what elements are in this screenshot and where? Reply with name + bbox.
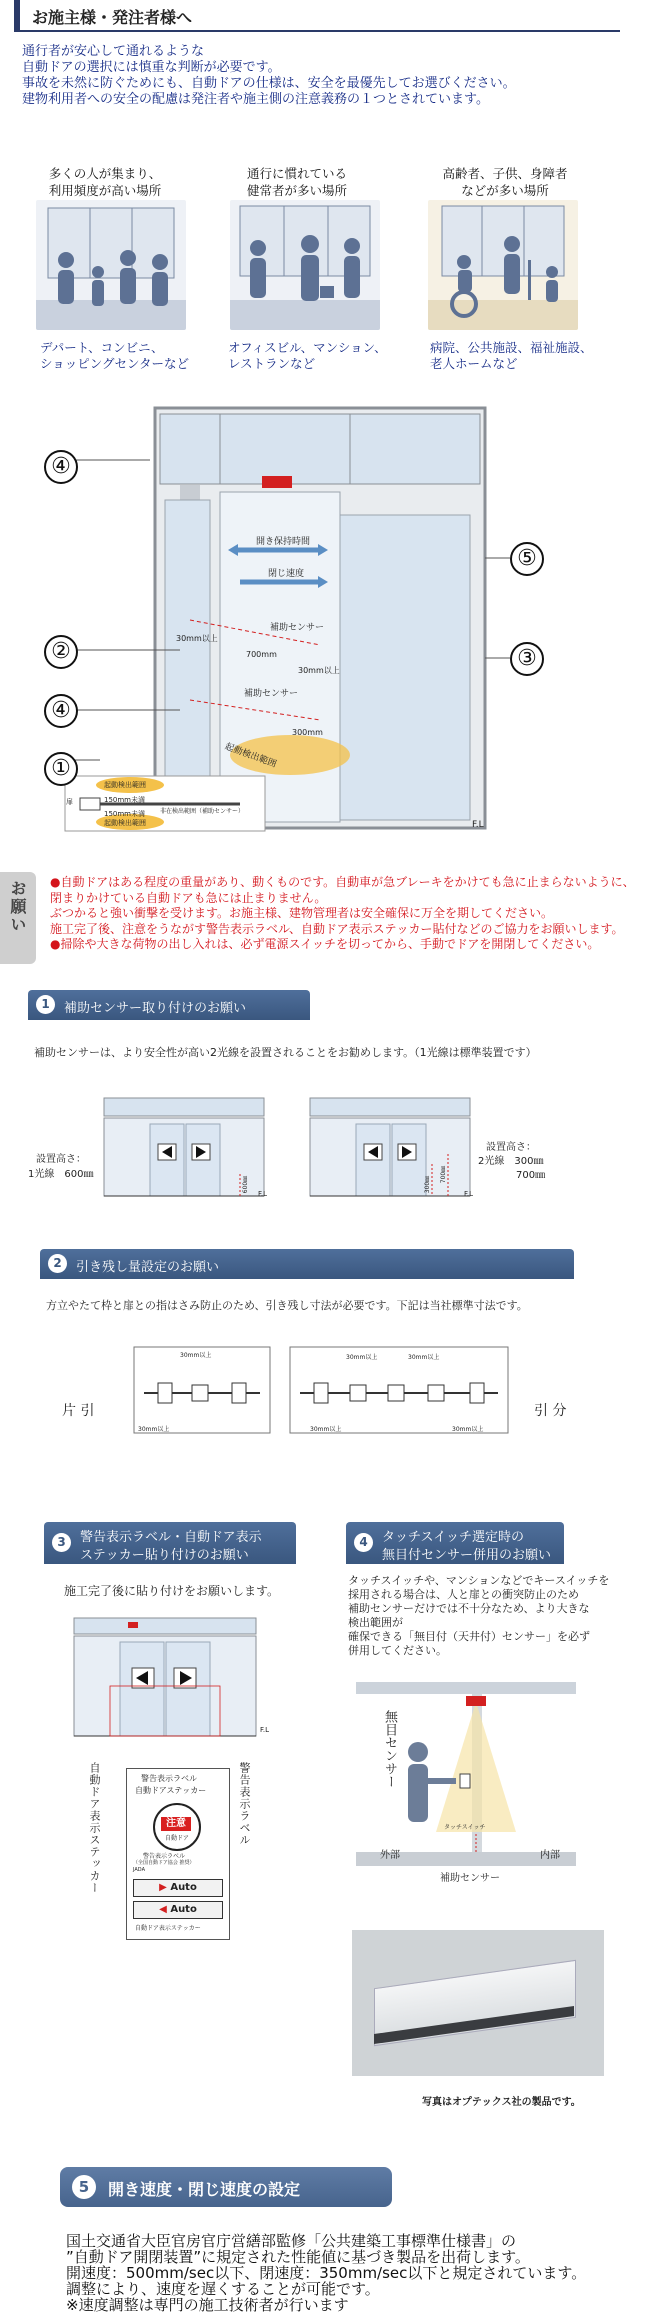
section-5-body (66, 2233, 646, 2313)
aux-sensor-label: 補助センサー (440, 1873, 500, 1884)
auto-text-2: Auto (170, 1904, 197, 1915)
card-title-1: 警告表示ラベル (141, 1774, 197, 1783)
double-sliding-diagram (288, 1345, 510, 1435)
label-sensor-range: 起動検出範囲 (223, 741, 278, 770)
caution-sub: 自動ドア (165, 1835, 189, 1842)
intro-line: 事故を未然に防ぐためにも、自動ドアの仕様は、安全を最優先してお選びください。 (22, 76, 516, 91)
sticker-card (126, 1768, 230, 1940)
inset-range-top: 起動検出範囲 (104, 781, 146, 789)
auto-sticker-1: ▶ Auto (133, 1879, 223, 1897)
intro-line: 通行者が安心して通れるような (22, 44, 205, 59)
section-2-desc: 方立やたて枠と扉との指はさみ防止のため、引き残し寸法が必要です。下記は当社標準寸法です。 (46, 1299, 528, 1312)
scene-2-places (228, 340, 387, 372)
scene-1-places (40, 340, 189, 372)
section-3-number: 3 (52, 1533, 71, 1552)
label-aux-sensor: 補助センサー (270, 623, 325, 633)
s1-left-label-1: 設置高さ： (36, 1154, 86, 1165)
section-1-desc: 補助センサーは、より安全性が高い2光線を設置されることをお勧めします。（1光線は標準装置です） (34, 1046, 537, 1059)
section-4-number: 4 (354, 1533, 373, 1552)
scene-3-place-1: 病院、公共施設、福祉施設、 (430, 340, 593, 355)
intro-text (22, 44, 632, 108)
crowd-scene-illustration (36, 200, 186, 330)
card-small-3: JADA (133, 1867, 145, 1873)
scene-2-place-2: レストランなど (228, 356, 316, 371)
warning-line: ●掃除や大きな荷物の出し入れは、必ず電源スイッチを切ってから、手動でドアを開閉してください。 (50, 937, 600, 951)
s2-dim-f: 30mm以上 (452, 1426, 484, 1433)
label-30mm-right: 30mm以上 (298, 666, 340, 675)
section-5-title: 開き速度・閉じ速度の設定 (108, 2180, 301, 2199)
section-1-header (28, 990, 310, 1020)
section-4-desc (348, 1574, 609, 1658)
inset-150-bottom: 150mm未満 (104, 810, 145, 818)
intro-line: 建物利用者への安全の配慮は発注者や施主側の注意義務の１つとされています。 (22, 92, 489, 107)
single-sliding-label: 片 引 (62, 1403, 95, 1419)
s4-desc-line: 併用してください。 (348, 1644, 447, 1657)
label-fl: F.L (472, 820, 484, 830)
s4-desc-line: 検出範囲が (348, 1616, 403, 1629)
barrier-free-scene-illustration (428, 200, 578, 330)
s2-dim-b: 30mm以上 (138, 1426, 170, 1433)
label-open-time: 開き保持時間 (256, 537, 311, 547)
office-scene-illustration (230, 200, 380, 330)
section-4-header (346, 1522, 564, 1564)
vertical-label-sticker: 自動ドア表示ステッカー (88, 1762, 101, 1894)
section-1-number: 1 (36, 995, 55, 1014)
scene-2-caption (222, 165, 372, 199)
s5-line: ※速度調整は専門の施工技術者が行います (66, 2296, 349, 2314)
card-small-4: 自動ドア表示ステッカー (135, 1925, 201, 1932)
section-4-title-1: タッチスイッチ選定時の (382, 1530, 524, 1545)
scene-3-place-2: 老人ホームなど (430, 356, 518, 371)
section-5-header (60, 2167, 392, 2207)
s5-line: 調整により、速度を遅くすることが可能です。 (66, 2280, 380, 2298)
callout-3: ③ (510, 642, 544, 676)
inset-150-top: 150mm未満 (104, 796, 145, 804)
s1-600mm: 600㎜ (242, 1175, 250, 1194)
callout-4-bottom: ④ (44, 694, 78, 728)
s5-line: ”自動ドア開閉装置”に規定された性能値に基づき製品を出荷します。 (66, 2248, 530, 2266)
label-30mm-left: 30mm以上 (176, 634, 218, 643)
section-3-title-2: ステッカー貼り付けのお願い (80, 1548, 249, 1563)
s2-dim-e: 30mm以上 (310, 1426, 342, 1433)
page-header (14, 0, 620, 32)
auto-sticker-2: ◀ Auto (133, 1901, 223, 1919)
s4-desc-line: 補助センサーだけでは不十分なため、より大きな (348, 1602, 590, 1615)
warning-line: 閉まりかけている自動ドアも急には止まりません。 (50, 890, 327, 905)
section-1-title: 補助センサー取り付けのお願い (64, 1001, 247, 1016)
warning-line: ぶつかると強い衝撃を受けます。お施主様、建物管理者は安全確保に万全を期してください。 (50, 906, 554, 920)
section-3-title-1: 警告表示ラベル・自動ドア表示 (80, 1530, 262, 1545)
caution-badge (153, 1803, 201, 1851)
callout-2: ② (44, 635, 78, 669)
section-2-title: 引き残し量設定のお願い (76, 1260, 220, 1275)
inset-range-bottom: 起動検出範囲 (104, 819, 146, 827)
scene-2-caption-1: 通行に慣れている (246, 166, 347, 181)
scene-3-caption-1: 高齢者、子供、身障者 (442, 166, 568, 181)
scene-1-caption (30, 165, 180, 199)
s1-right-label-3: 700㎜ (516, 1170, 546, 1181)
scene-1-caption-1: 多くの人が集まり、 (48, 166, 162, 181)
scene-3-caption-2: などが多い場所 (461, 183, 549, 198)
photo-caption: 写真はオプテックス社の製品です。 (422, 2097, 581, 2108)
s1-300mm: 300㎜ (424, 1175, 432, 1194)
side-tab-onegai (0, 872, 36, 964)
side-tab-label: お願い (8, 880, 27, 934)
inset-door: 扉 (66, 798, 73, 806)
outside-label: 外部 (380, 1850, 400, 1861)
card-small-1: 警告表示ラベル (143, 1853, 186, 1860)
double-sliding-label: 引 分 (534, 1403, 567, 1419)
s5-line: 国土交通省大臣官房官庁営繕部監修「公共建築工事標準仕様書」の (66, 2232, 517, 2250)
scene-3-places (430, 340, 593, 372)
sticker-door-illustration (70, 1614, 260, 1744)
warning-line: ●自動ドアはある程度の重量があり、動くものです。自動車が急ブレーキをかけても急に止まらないように、 (50, 875, 635, 889)
scene-1-place-1: デパート、コンビニ、 (40, 340, 164, 355)
s4-desc-line: タッチスイッチや、マンションなどでキースイッチを (348, 1574, 610, 1587)
s5-line: 開速度：500mm/sec以下、閉速度：350mm/sec以下と規定されています。 (66, 2264, 587, 2282)
intro-line: 自動ドアの選択には慎重な判断が必要です。 (22, 60, 281, 75)
warning-text (50, 875, 640, 953)
vertical-label-warning: 警告表示ラベル (238, 1762, 251, 1846)
page-title: お施主様・発注者様へ (32, 8, 193, 27)
sensor-product-photo (352, 1930, 604, 2076)
s3-fl: F.L (260, 1726, 270, 1734)
scene-3-caption (420, 165, 590, 199)
section-2-number: 2 (48, 1254, 67, 1273)
s1-700mm: 700㎜ (440, 1165, 448, 1184)
label-700mm: 700mm (246, 650, 277, 659)
s1-right-label-2: 2光線 300㎜ (478, 1156, 544, 1167)
label-aux-sensor-2: 補助センサー (244, 689, 299, 699)
card-small-2: （全国自動ドア協会 推奨） (133, 1860, 195, 1866)
s1-right-label-1: 設置高さ： (486, 1142, 536, 1153)
section-3-desc: 施工完了後に貼り付けをお願いします。 (64, 1584, 280, 1598)
callout-5: ⑤ (510, 542, 544, 576)
s2-dim-d: 30mm以上 (408, 1354, 440, 1361)
scene-1-place-2: ショッピングセンターなど (40, 356, 190, 371)
touch-switch-label: タッチスイッチ (444, 1824, 486, 1831)
label-close-speed: 閉じ速度 (268, 569, 305, 579)
scene-2-caption-2: 健常者が多い場所 (246, 183, 347, 198)
scene-2-place-1: オフィスビル、マンション、 (228, 340, 387, 355)
section-4-title-2: 無目付センサー併用のお願い (382, 1548, 552, 1563)
caution-text: 注意 (161, 1817, 191, 1831)
s2-dim-a: 30mm以上 (180, 1352, 212, 1359)
s2-dim-c: 30mm以上 (346, 1354, 378, 1361)
inside-label: 内部 (540, 1850, 560, 1861)
inset-aux: 非在検出範囲（補助センサー） (160, 808, 245, 815)
s1-fl-right: F.L (464, 1190, 474, 1198)
callout-4-top: ④ (44, 450, 78, 484)
s1-left-label-2: 1光線 600㎜ (28, 1169, 94, 1180)
label-300mm: 300mm (292, 728, 323, 737)
card-title-2: 自動ドアステッカー (135, 1786, 207, 1795)
scene-1-caption-2: 利用頻度が高い場所 (48, 183, 162, 198)
auto-text-1: Auto (170, 1882, 197, 1893)
s1-fl-left: F.L (258, 1190, 268, 1198)
s4-desc-line: 採用される場合は、人と扉との衝突防止のため (348, 1588, 579, 1601)
section-5-number: 5 (72, 2175, 96, 2199)
s4-desc-line: 確保できる「無目付（天井付）センサー」を必ず (348, 1630, 590, 1643)
callout-1: ① (44, 752, 78, 786)
section-2-header (40, 1249, 574, 1279)
mume-sensor-label: 無目センサー (382, 1710, 397, 1788)
two-beam-door-illustration (306, 1094, 476, 1204)
warning-line: 施工完了後、注意をうながす警告表示ラベル、自動ドア表示ステッカー貼付などのご協力をお願いします。 (50, 921, 624, 936)
section-3-header (44, 1522, 296, 1564)
